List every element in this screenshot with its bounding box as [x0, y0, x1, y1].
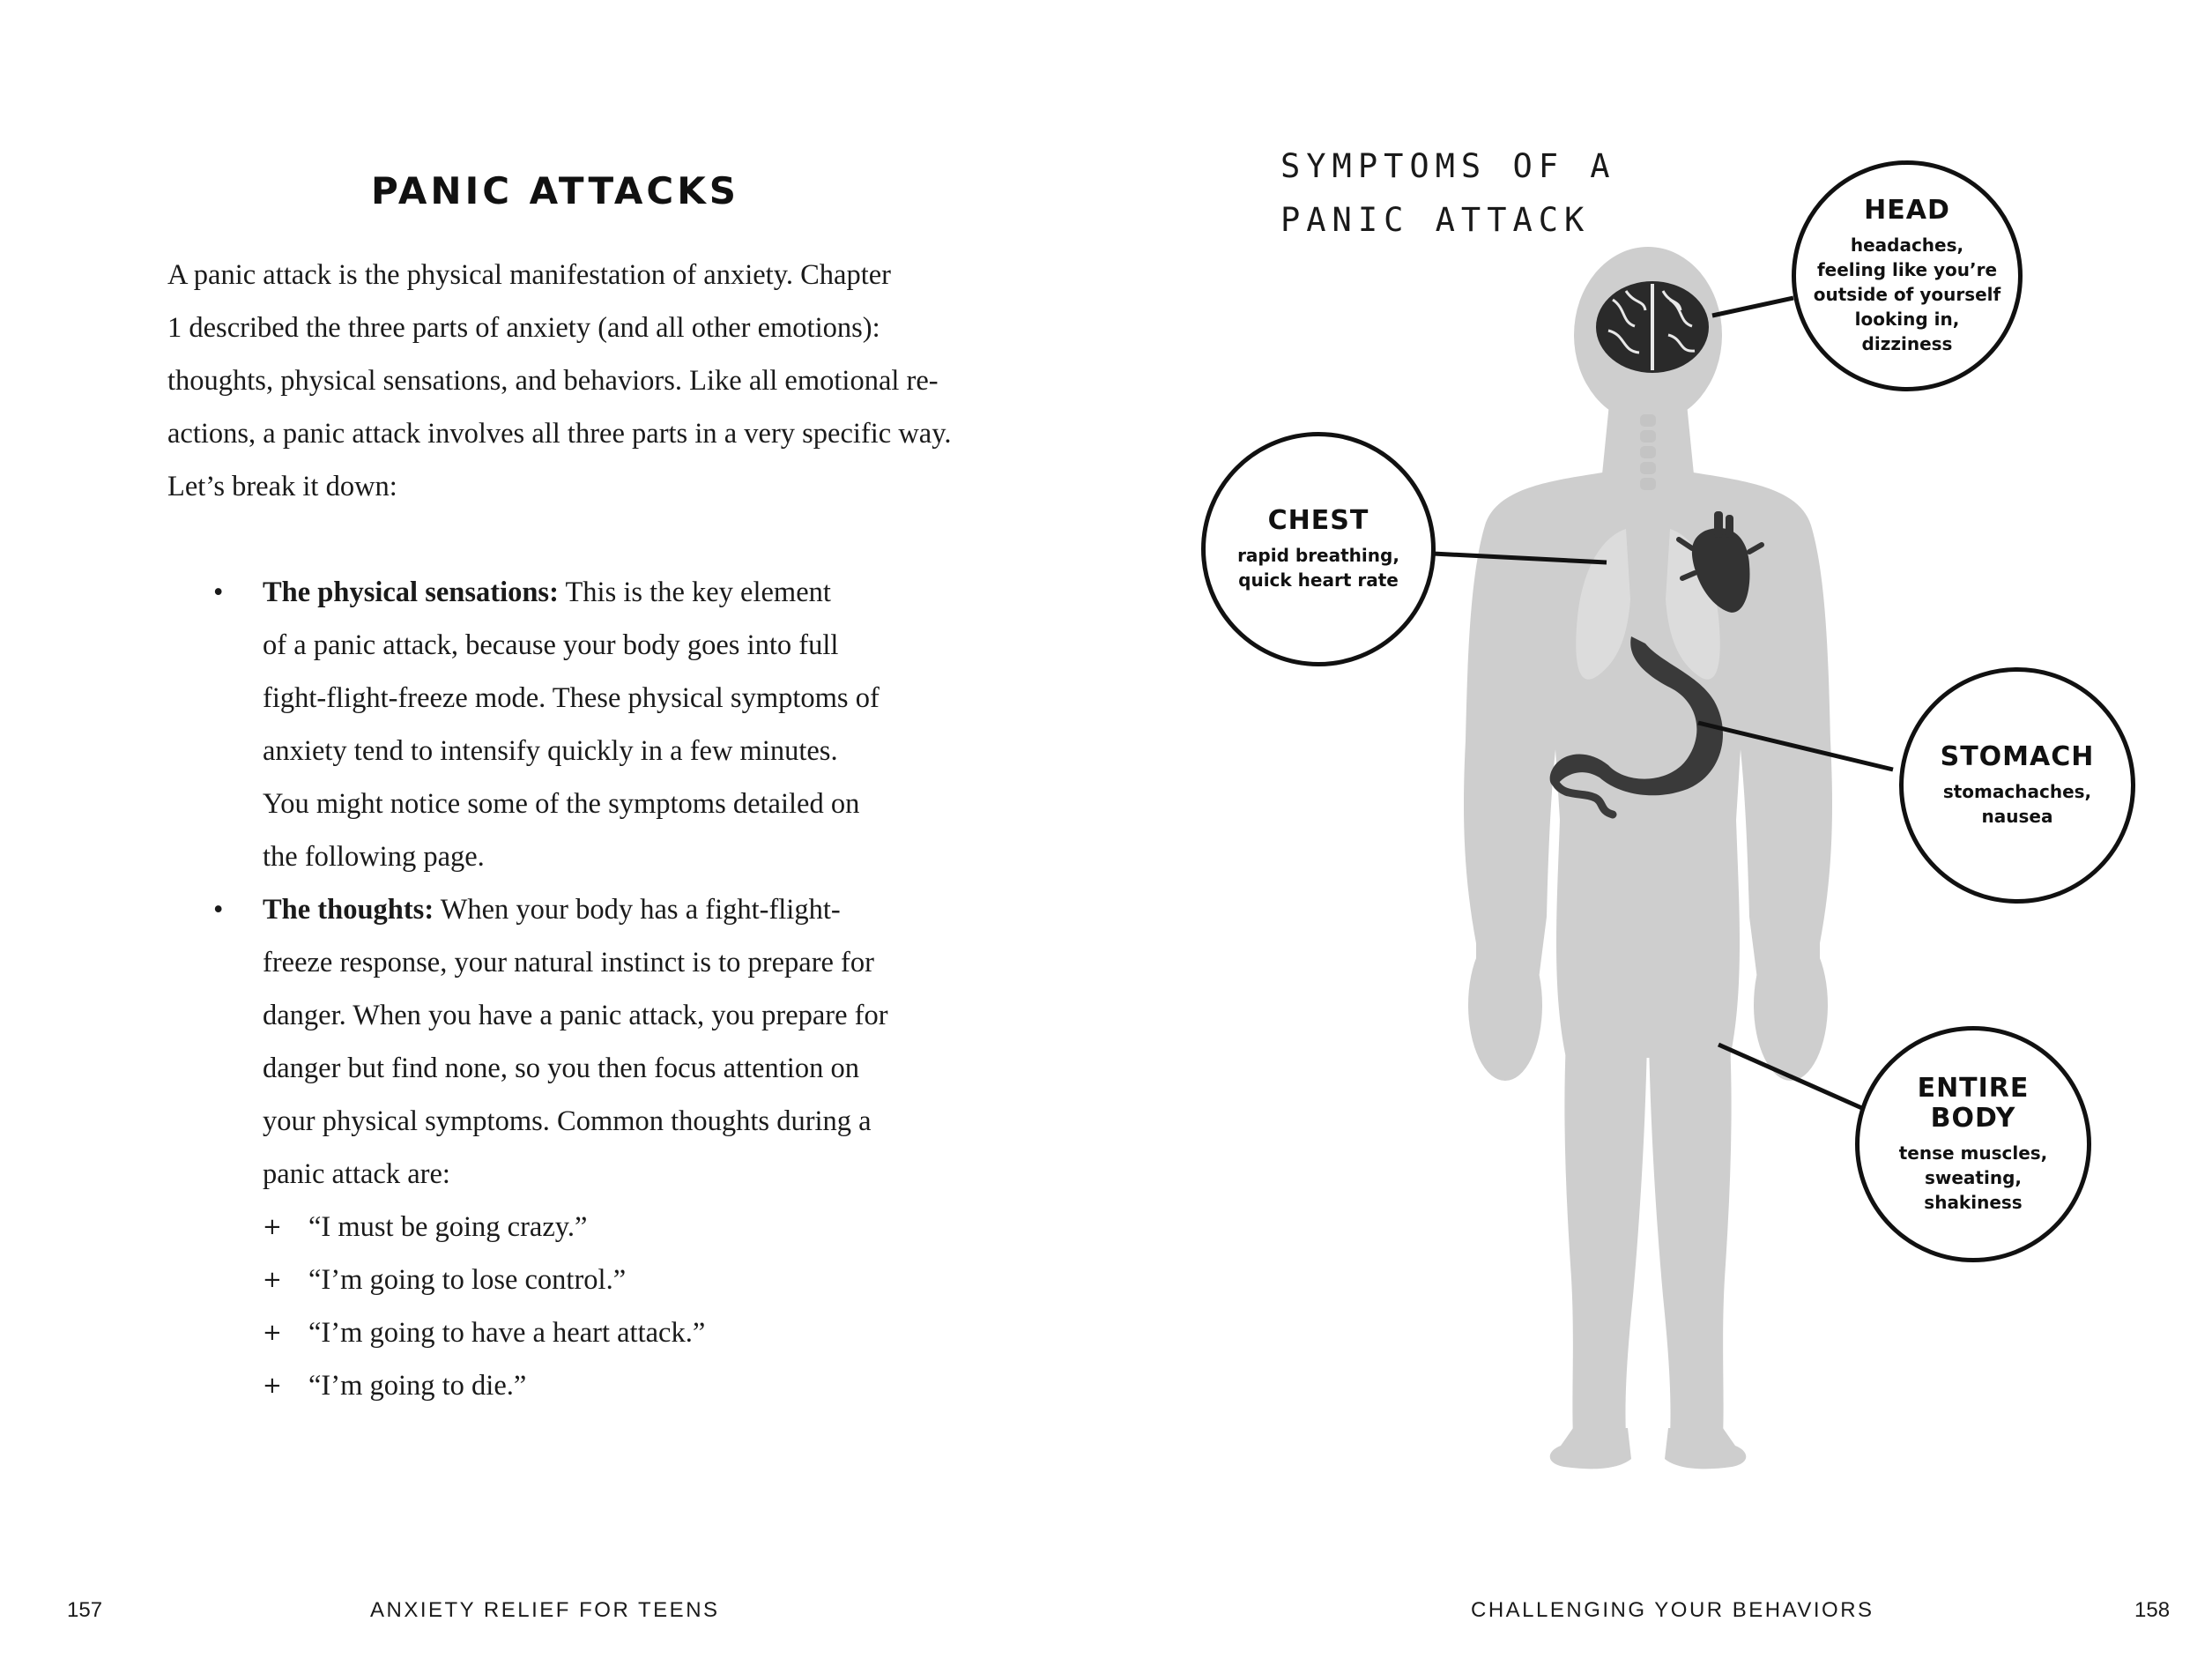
bullet-text: the following page.: [263, 841, 485, 873]
callout-text: [1943, 779, 2091, 829]
entire-body-callout: [1855, 1026, 2091, 1262]
callout-line: sweating,: [1924, 1167, 2022, 1188]
bullet-text: panic attack are:: [263, 1158, 450, 1190]
thought-item: [263, 1201, 932, 1254]
callout-title: ENTIRE BODY: [1917, 1073, 2030, 1134]
right-page: [1106, 0, 2212, 1659]
bullet-text: of a panic attack, because your body goes into full: [263, 629, 839, 661]
bullet-physical-sensations: [167, 566, 932, 883]
body-text: [167, 249, 961, 1412]
callout-text: [1237, 543, 1399, 592]
bullet-list: [167, 566, 961, 1412]
plus-marker: +: [263, 1267, 282, 1293]
callout-line: quick heart rate: [1238, 569, 1399, 591]
thought-item: [263, 1254, 932, 1306]
callout-text: [1899, 1141, 2048, 1215]
page-number-left: 157: [67, 1598, 103, 1622]
callout-line: dizziness: [1861, 333, 1953, 354]
bullet-marker: •: [213, 577, 224, 608]
bullet-text: danger but find none, so you then focus attention on: [263, 1053, 859, 1084]
callout-title: CHEST: [1267, 505, 1370, 536]
bullet-text: When your body has a fight-flight-: [440, 894, 841, 926]
bullet-text: your physical symptoms. Common thoughts during a: [263, 1105, 872, 1137]
thought-text: “I must be going crazy.”: [308, 1211, 588, 1243]
callout-line: headaches,: [1850, 234, 1964, 256]
intro-line: 1 described the three parts of anxiety (and all other emotions):: [167, 312, 880, 344]
intro-line: A panic attack is the physical manifestation of anxiety. Chapter: [167, 259, 891, 291]
brain-icon: [1596, 281, 1709, 373]
bullet-text: freeze response, your natural instinct is to prepare for: [263, 947, 874, 978]
stomach-callout: [1899, 667, 2135, 904]
callout-line: nausea: [1981, 806, 2053, 827]
callout-line: stomachaches,: [1942, 781, 2092, 802]
bullet-marker: •: [213, 894, 224, 926]
callout-line: tense muscles,: [1898, 1142, 2048, 1164]
section-title: PANIC ATTACKS: [370, 169, 740, 212]
bullet-text: You might notice some of the symptoms detailed on: [263, 788, 860, 820]
intro-paragraph: [167, 249, 961, 513]
diagram-title: [1280, 139, 1616, 247]
callout-title: STOMACH: [1940, 741, 2095, 772]
callout-line: feeling like you’re: [1816, 259, 1998, 280]
thought-item: [263, 1306, 932, 1359]
bullet-text: anxiety tend to intensify quickly in a few minutes.: [263, 735, 838, 767]
chest-callout: [1201, 432, 1436, 666]
common-thoughts-list: [263, 1201, 932, 1412]
running-head-right: CHALLENGING YOUR BEHAVIORS: [1471, 1598, 1874, 1622]
thought-text: “I’m going to die.”: [308, 1370, 527, 1402]
bullet-term: The thoughts:: [263, 894, 434, 926]
plus-marker: +: [263, 1320, 282, 1346]
head-callout: [1792, 160, 2023, 391]
plus-marker: +: [263, 1373, 282, 1399]
spine-and-ribs: [1640, 414, 1656, 490]
bullet-text: This is the key element: [565, 577, 831, 608]
running-head-left: ANXIETY RELIEF FOR TEENS: [370, 1598, 720, 1622]
diagram-title-line: PANIC ATTACK: [1280, 201, 1591, 239]
thought-text: “I’m going to have a heart attack.”: [308, 1317, 706, 1349]
intro-line: Let’s break it down:: [167, 471, 397, 502]
callout-text: [1814, 233, 2000, 356]
thought-item: [263, 1359, 932, 1412]
intro-line: actions, a panic attack involves all three parts in a very specific way.: [167, 418, 952, 450]
bullet-thoughts: [167, 883, 932, 1412]
body-silhouette: [1464, 247, 1832, 1469]
callout-title: HEAD: [1864, 195, 1950, 226]
callout-line: outside of yourself: [1813, 284, 2001, 305]
bullet-term: The physical sensations:: [263, 577, 559, 608]
callout-line: shakiness: [1924, 1192, 2023, 1213]
diagram-title-line: SYMPTOMS OF A: [1280, 147, 1616, 185]
thought-text: “I’m going to lose control.”: [308, 1264, 627, 1296]
callout-line: rapid breathing,: [1237, 545, 1399, 566]
callout-line: looking in,: [1854, 309, 1960, 330]
bullet-text: danger. When you have a panic attack, you prepare for: [263, 1000, 888, 1031]
intro-line: thoughts, physical sensations, and behaviors. Like all emotional re-: [167, 365, 939, 397]
plus-marker: +: [263, 1214, 282, 1240]
bullet-text: fight-flight-freeze mode. These physical symptoms of: [263, 682, 880, 714]
page-number-right: 158: [2134, 1598, 2171, 1622]
